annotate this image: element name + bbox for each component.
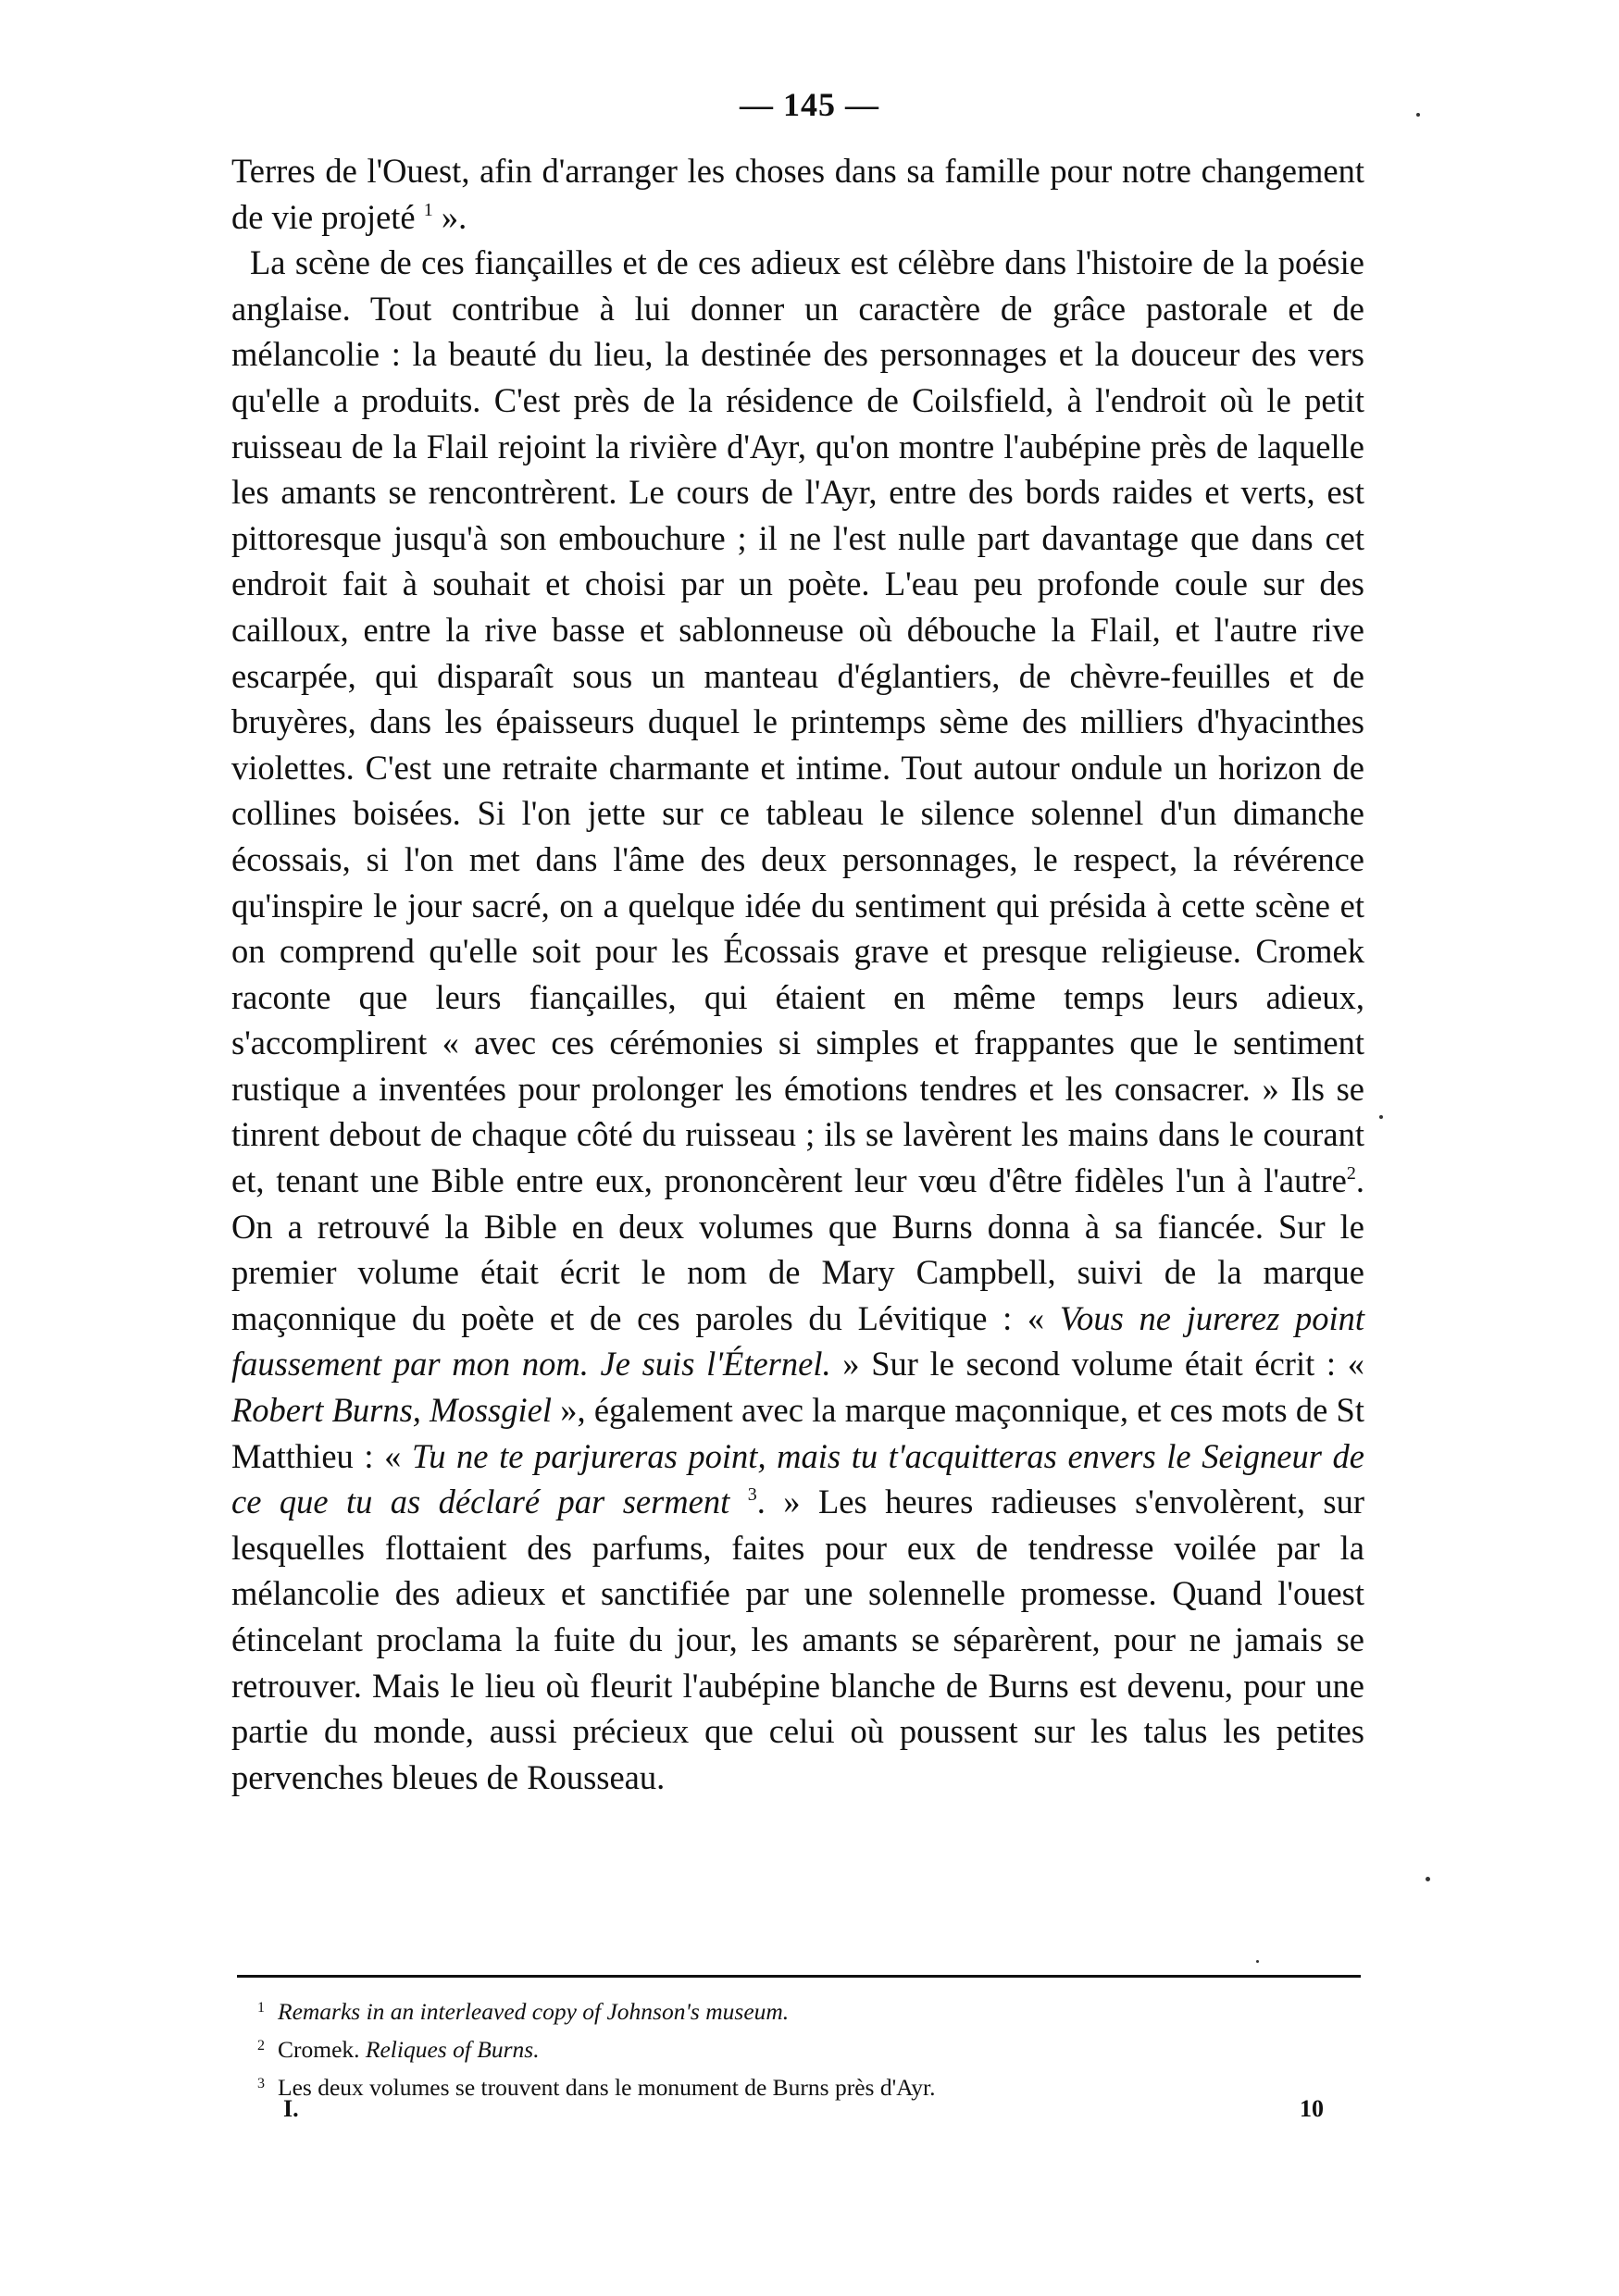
paragraph-text: », également avec la marque maçonnique, et ces mots de St Matthieu : « (231, 1391, 1364, 1475)
footnote-2 (257, 2029, 1350, 2066)
footnote-separator (237, 1975, 1361, 1978)
footnote-ref[interactable]: 1 (423, 199, 433, 220)
page-number: — 145 — (740, 86, 879, 123)
footnote-book-title: Reliques of Burns. (365, 2036, 540, 2063)
paragraph-text: Terres de l'Ouest, afin d'arranger les choses dans sa famille pour notre changement de vie projeté (231, 152, 1364, 236)
footnote-1 (257, 1991, 1350, 2029)
footnote-number: 3 (257, 2076, 265, 2091)
quote-close: ». (432, 197, 467, 236)
paragraph-text: La scène de ces fiançailles et de ces adieux est célèbre dans l'histoire de la poésie anglaise. Tout contribue à lui donner un caractère de grâce pastorale et de mélancolie : la beauté du lieu, la destinée des personnages et la douceur des vers qu'elle a produits. C'est près de la résidence de Coilsfield, à l'endroit où le petit ruisseau de la Flail rejoint la rivière d'Ayr, qu'on montre l'aubépine près de laquelle les amants se rencontrèrent. Le cours de l'Ayr, entre des bords raides et verts, est pittoresque jusqu'à son embouchure ; il ne l'est nulle part davantage que dans cet endroit fait à souhait et choisi par un poète. L'eau peu profonde coule sur des cailloux, entre la rive basse et sablonneuse où débouche la Flail, et l'autre rive escarpée, qui disparaît sous un manteau d'églantiers, de chèvre-feuilles et de bruyères, dans les épaisseurs duquel le printemps sème des milliers d'hyacinthes violettes. C'est une retraite charmante et intime. Tout autour ondule un horizon de collines boisées. Si l'on jette sur ce tableau le silence solennel d'un dimanche écossais, si l'on met dans l'âme des deux personnages, le respect, la révérence qu'inspire le jour sacré, on a quelque idée du sentiment qui présida à cette scène et on comprend qu'elle soit pour les Écossais grave et presque religieuse. Cromek raconte que leurs fiançailles, qui étaient en même temps leurs adieux, s'accomplirent « avec ces cérémonies si simples et frappantes que le sentiment rustique a inventées pour prolonger les émotions tendres et les consacrer. » Ils se tinrent debout de chaque côté du ruisseau ; ils se lavèrent les mains dans le courant et, tenant une Bible entre eux, prononcèrent leur vœu d'être fidèles l'un à l'autre (231, 243, 1364, 1200)
footnote-text: Les deux volumes se trouvent dans le monument de Burns près d'Ayr. (278, 2074, 936, 2101)
paragraph-text: . » Les heures radieuses s'envolèrent, sur lesquelles flottaient des parfums, faites pour eux de tendresse voilée par la mélancolie des adieux et sanctifiée par une solennelle promesse. Quand l'ouest étincelant proclama la fuite du jour, les amants se séparèrent, pour ne jamais se retrouver. Mais le lieu où fleurit l'aubépine blanche de Burns est devenu, pour une partie du monde, aussi précieux que celui où poussent sur les talus les petites pervenches bleues de Rousseau. (231, 1483, 1364, 1796)
scan-speck (1416, 113, 1420, 117)
scan-speck (1426, 1877, 1430, 1881)
footnotes (257, 1991, 1350, 2104)
scan-speck (1256, 1960, 1259, 1963)
footnote-number: 2 (257, 2038, 265, 2054)
footnote-ref[interactable]: 2 (1346, 1163, 1356, 1185)
sheet-number: 10 (1300, 2095, 1324, 2122)
matthew-quote: Tu ne te parjureras point, mais tu t'acquitteras envers le Seigneur de ce que tu as déclaré par serment (231, 1436, 1364, 1521)
paragraph-text: » Sur le second volume était écrit : « (830, 1345, 1365, 1384)
footnote-number: 1 (257, 2000, 265, 2016)
footnote-text: Remarks in an interleaved copy of Johnson's museum. (278, 1998, 790, 2025)
scan-speck (1379, 1115, 1383, 1119)
footnote-3 (257, 2066, 1350, 2104)
paragraph-main (231, 240, 1364, 1800)
bible-inscription: Robert Burns, Mossgiel (231, 1391, 552, 1430)
paragraph-continuation (231, 148, 1364, 240)
signature-mark: I. (283, 2095, 299, 2122)
body-text (231, 148, 1364, 1800)
leviticus-quote: Vous ne jurerez point faussement par mon nom. Je suis l'Éternel. (231, 1298, 1365, 1384)
footnote-ref[interactable]: 3 (747, 1484, 757, 1506)
paragraph-text: . On a retrouvé la Bible en deux volumes que Burns donna à sa fiancée. Sur le premier volume était écrit le nom de Mary Campbell, suivi de la marque maçonnique du poète et de ces paroles du Lévitique : « (231, 1161, 1364, 1337)
footnote-text: Cromek. (278, 2036, 366, 2063)
